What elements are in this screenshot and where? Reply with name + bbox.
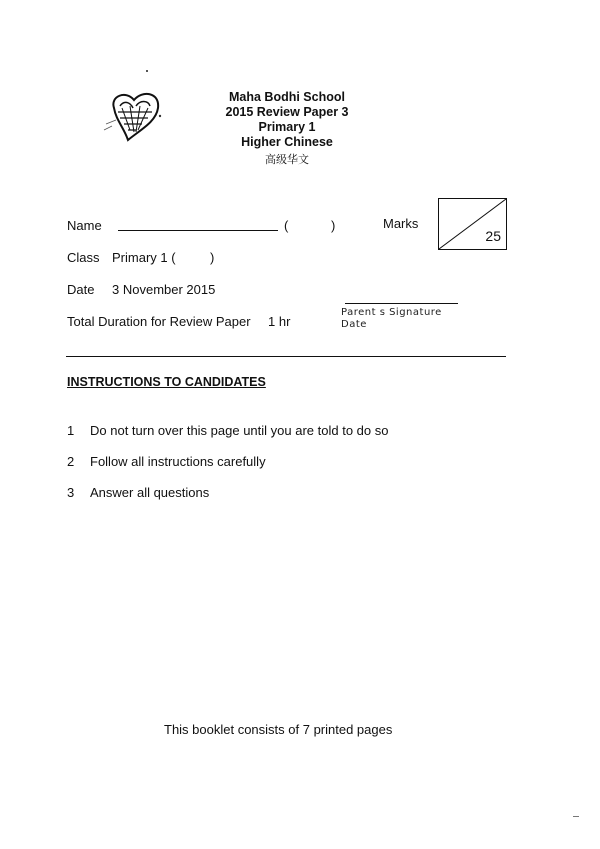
- school-logo: [100, 86, 172, 142]
- school-name: Maha Bodhi School: [229, 90, 345, 104]
- date-label: Date: [67, 282, 95, 297]
- instruction-text: Answer all questions: [90, 485, 210, 500]
- subject-title: Higher Chinese: [241, 135, 333, 149]
- name-close-paren: ): [331, 218, 336, 233]
- name-field-line[interactable]: [118, 230, 278, 231]
- duration-value: 1 hr: [268, 314, 291, 329]
- instruction-text: Follow all instructions carefully: [90, 454, 266, 469]
- name-label: Name: [67, 218, 102, 233]
- instruction-number: 1: [67, 423, 75, 438]
- marks-total: 25: [485, 228, 501, 244]
- scan-mark: [573, 816, 579, 817]
- subject-title-chinese: 高级华文: [265, 153, 309, 166]
- date-value: 3 November 2015: [112, 282, 216, 297]
- class-label: Class: [67, 250, 100, 265]
- instructions-heading: INSTRUCTIONS TO CANDIDATES: [67, 375, 266, 389]
- parent-signature-line[interactable]: [345, 303, 458, 304]
- page-count-note: This booklet consists of 7 printed pages: [164, 722, 393, 737]
- level-title: Primary 1: [258, 120, 316, 134]
- instruction-text: Do not turn over this page until you are told to do so: [90, 423, 389, 438]
- duration-label: Total Duration for Review Paper: [67, 314, 251, 329]
- logo-speck: [146, 70, 148, 72]
- instruction-number: 3: [67, 485, 75, 500]
- marks-box[interactable]: [438, 198, 507, 250]
- name-open-paren: (: [284, 218, 289, 233]
- marks-label: Marks: [383, 216, 419, 231]
- class-value: Primary 1 (: [112, 250, 176, 265]
- section-divider: [66, 356, 506, 357]
- class-close-paren: ): [210, 250, 215, 265]
- instruction-number: 2: [67, 454, 75, 469]
- parent-date-label: Date: [341, 319, 367, 330]
- paper-title: 2015 Review Paper 3: [225, 105, 349, 119]
- parent-signature-label: Parent s Signature: [341, 307, 442, 318]
